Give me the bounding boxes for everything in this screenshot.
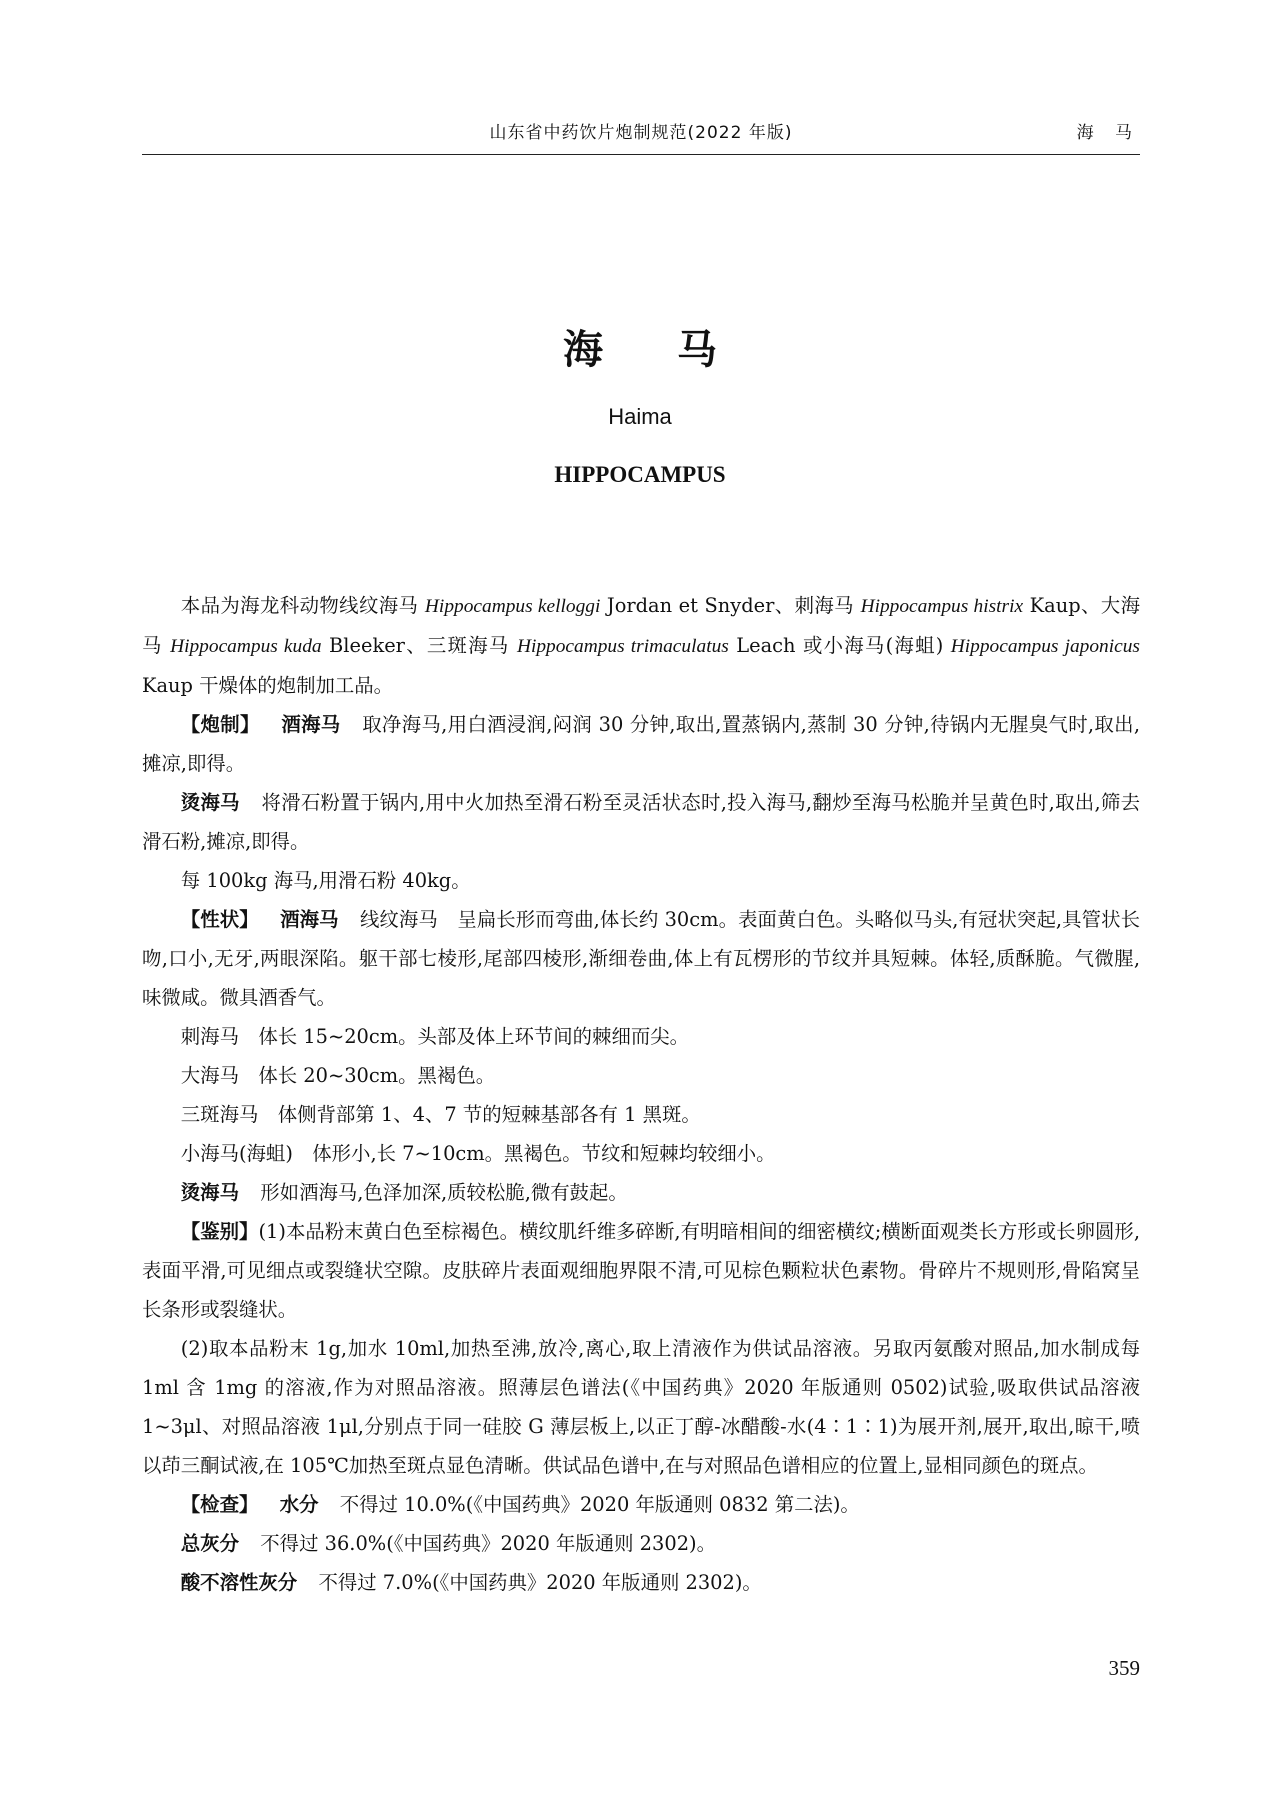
processing-wine-label: 酒海马 (281, 713, 341, 736)
species-trimaculatus: Hippocampus trimaculatus (516, 636, 729, 657)
inspection-ash-text: 不得过 36.0%(《中国药典》2020 年版通则 2302)。 (260, 1532, 716, 1555)
processing-scald-text: 将滑石粉置于锅内,用中火加热至滑石粉至灵活状态时,投入海马,翻炒至海马松脆并呈黄色时,取出,筛去滑石粉,摊凉,即得。 (142, 791, 1140, 853)
book-title: 山东省中药饮片炮制规范(2022 年版) (489, 123, 793, 143)
identification-label: 【鉴别】 (180, 1220, 259, 1243)
processing-scald (142, 783, 1140, 861)
processing-label: 【炮制】 (180, 713, 260, 736)
character-large: 大海马 体长 20~30cm。黑褐色。 (180, 1064, 496, 1087)
intro-text-4: Bleeker、三斑海马 (321, 634, 517, 657)
entry-title-chinese: 海 马 (563, 327, 747, 373)
intro-text-5: Leach 或小海马(海蛆) (728, 634, 951, 657)
character-scald-label: 烫海马 (180, 1181, 239, 1204)
character-label: 【性状】 (180, 908, 259, 931)
character-wine-text: 线纹海马 呈扁长形而弯曲,体长约 30cm。表面黄白色。头略似马头,有冠状突起,具管状长吻,口小,无牙,两眼深陷。躯干部七棱形,尾部四棱形,渐细卷曲,体上有瓦楞形的节纹并具短棘。体轻,质酥脆。气微腥,味微咸。微具酒香气。 (142, 908, 1141, 1009)
inspection-water-label: 水分 (279, 1493, 319, 1516)
identification-item-2: (2)取本品粉末 1g,加水 10ml,加热至沸,放冷,离心,取上清液作为供试品溶液。另取丙氨酸对照品,加水制成每 1ml 含 1mg 的溶液,作为对照品溶液。照薄层色谱法(《中国药典》2020 年版通则 0502)试验,吸取供试品溶液 1~3μl、对照品溶液 1μl,分别点于同一硅胶 G 薄层板上,以正丁醇-冰醋酸-水(4∶1∶1)为展开剂,展开,取出,晾干,喷以茚三酮试液,在 105℃加热至斑点显色清晰。供试品色谱中,在与对照品色谱相应的位置上,显相同颜色的斑点。 (142, 1337, 1140, 1477)
intro-text-3: Kaup、大海马 (142, 594, 1140, 657)
character-spiny: 刺海马 体长 15~20cm。头部及体上环节间的棘细而尖。 (180, 1025, 690, 1048)
processing-scald-label: 烫海马 (180, 791, 240, 814)
intro-text-6: Kaup 干燥体的炮制加工品。 (142, 674, 394, 697)
identification-item-1-text: (1)本品粉末黄白色至棕褐色。横纹肌纤维多碎断,有明暗相间的细密横纹;横断面观类长方形或长卵圆形,表面平滑,可见细点或裂缝状空隙。皮肤碎片表面观细胞界限不清,可见棕色颗粒状色素物。骨碎片不规则形,骨陷窝呈长条形或裂缝状。 (142, 1220, 1141, 1321)
inspection-water (142, 1485, 1140, 1524)
character-three-spot: 三斑海马 体侧背部第 1、4、7 节的短棘基部各有 1 黑斑。 (180, 1103, 701, 1126)
inspection-acid-ash (142, 1563, 1140, 1602)
character-scald-text: 形如酒海马,色泽加深,质较松脆,微有鼓起。 (260, 1181, 628, 1204)
processing-wine-text: 取净海马,用白酒浸润,闷润 30 分钟,取出,置蒸锅内,蒸制 30 分钟,待锅内无腥臭气时,取出,摊凉,即得。 (142, 713, 1141, 775)
character-wine-label: 酒海马 (280, 908, 339, 931)
inspection-water-text: 不得过 10.0%(《中国药典》2020 年版通则 0832 第二法)。 (339, 1493, 860, 1516)
intro-text-1: 本品为海龙科动物线纹海马 (180, 594, 425, 617)
processing-ratio: 每 100kg 海马,用滑石粉 40kg。 (180, 869, 471, 892)
character-scald (142, 1173, 1140, 1212)
inspection-ash-label: 总灰分 (180, 1532, 239, 1555)
inspection-label: 【检查】 (180, 1493, 259, 1516)
character-small: 小海马(海蛆) 体形小,长 7~10cm。黑褐色。节纹和短棘均较细小。 (180, 1142, 776, 1165)
running-header (142, 98, 1140, 155)
species-kelloggi: Hippocampus kelloggi (424, 596, 601, 617)
species-histrix: Hippocampus histrix (860, 596, 1024, 617)
character-wine (142, 900, 1140, 1017)
intro-text-2: Jordan et Snyder、刺海马 (600, 594, 861, 617)
inspection-ash (142, 1524, 1140, 1563)
entry-body (142, 586, 1140, 1602)
inspection-acid-ash-text: 不得过 7.0%(《中国药典》2020 年版通则 2302)。 (318, 1571, 762, 1594)
section-title: 海 马 (1076, 123, 1140, 143)
species-kuda: Hippocampus kuda (170, 636, 322, 657)
entry-title-latin: HIPPOCAMPUS (554, 462, 726, 487)
identification-item-1 (142, 1212, 1140, 1329)
species-japonicus: Hippocampus japonicus (950, 636, 1140, 657)
processing-wine (142, 705, 1140, 783)
intro-paragraph (142, 586, 1140, 705)
page-number: 359 (1108, 1656, 1140, 1680)
inspection-acid-ash-label: 酸不溶性灰分 (180, 1571, 298, 1594)
entry-title-pinyin: Haima (608, 404, 672, 429)
